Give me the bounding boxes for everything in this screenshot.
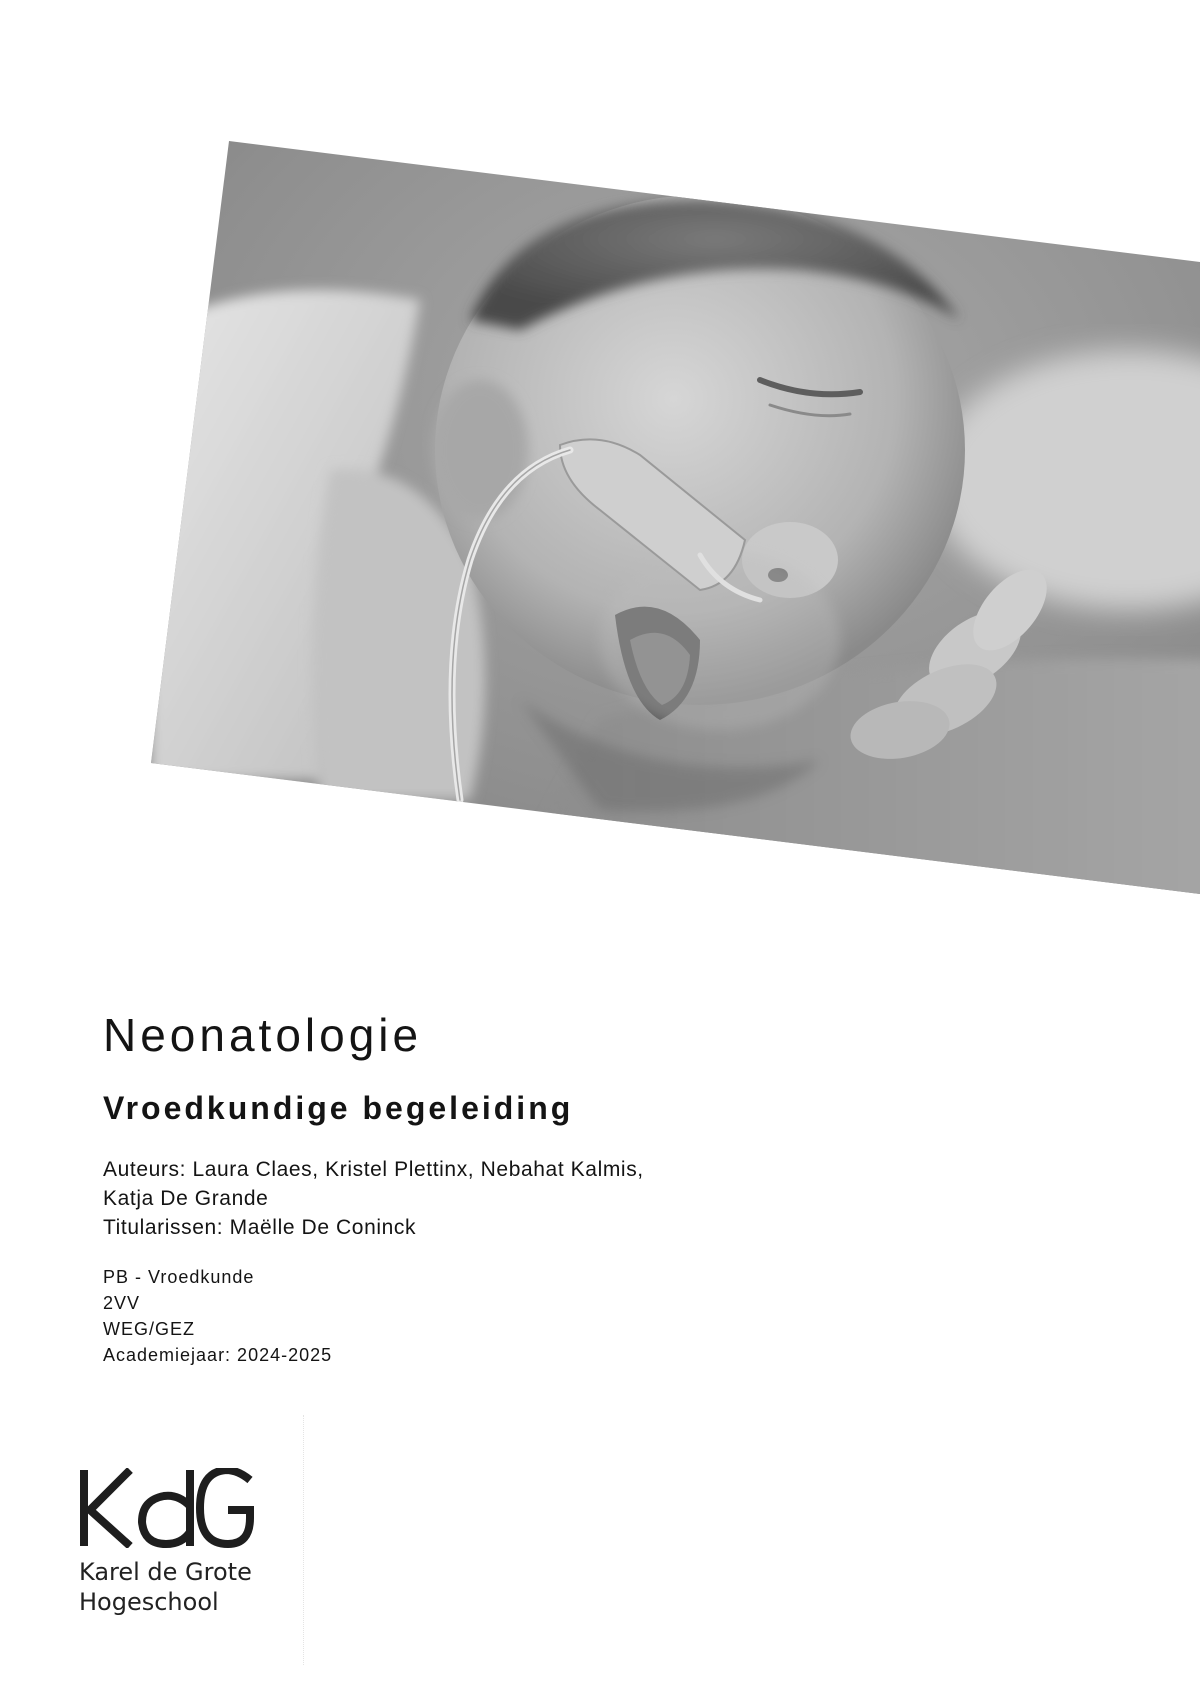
kdg-logo-text	[79, 1557, 252, 1617]
kdg-logo	[78, 1468, 278, 1553]
authors-block	[103, 1155, 644, 1242]
titularissen-line: Titularissen: Maëlle De Coninck	[103, 1216, 417, 1239]
authors-line-continued: Katja De Grande	[103, 1187, 269, 1210]
group-label: 2VV	[103, 1293, 141, 1313]
course-meta	[103, 1264, 332, 1368]
logo-name-line: Karel de Grote	[79, 1558, 252, 1586]
program-label: PB - Vroedkunde	[103, 1267, 255, 1287]
logo-divider	[303, 1415, 304, 1665]
kdg-logo-mark	[78, 1468, 258, 1548]
document-title: Neonatologie	[103, 1009, 423, 1061]
department-label: WEG/GEZ	[103, 1319, 195, 1339]
academic-year-label: Academiejaar: 2024-2025	[103, 1345, 333, 1365]
authors-line: Auteurs: Laura Claes, Kristel Plettinx, Nebahat Kalmis,	[103, 1158, 644, 1181]
logo-name-line: Hogeschool	[79, 1588, 219, 1616]
document-subtitle: Vroedkundige begeleiding	[103, 1090, 574, 1126]
